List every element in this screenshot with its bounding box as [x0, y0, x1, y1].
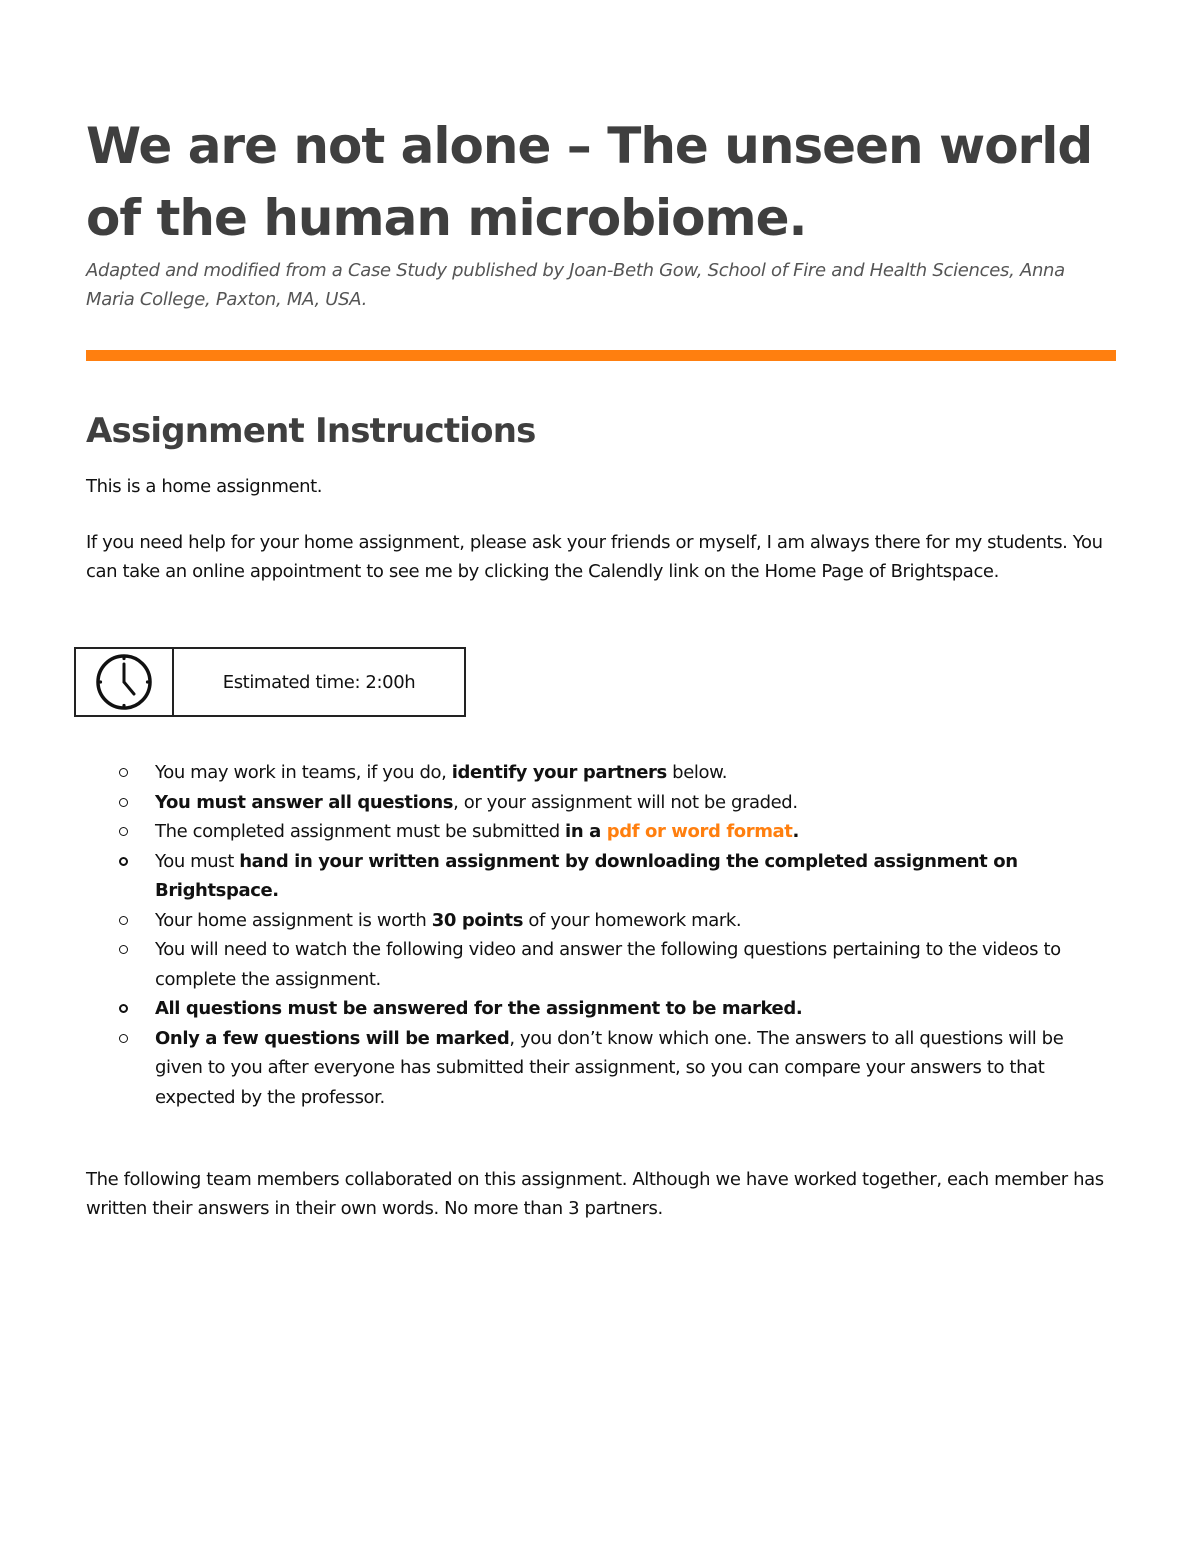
- bullet-circle-icon: [119, 768, 128, 777]
- document-subtitle: Adapted and modified from a Case Study published by Joan-Beth Gow, School of Fire and Health Sciences, Anna Maria College, Paxton, MA, USA.: [86, 260, 1065, 310]
- team-paragraph: The following team members collaborated on this assignment. Although we have worked together, each member has written their answers in their own words. No more than 3 partners.: [86, 1169, 1104, 1219]
- bullet-circle-icon: [119, 945, 128, 954]
- orange-divider: [86, 350, 1116, 361]
- estimated-time-text: Estimated time: 2:00h: [222, 671, 416, 693]
- bullet-circle-icon: [119, 1004, 128, 1013]
- clock-icon: [94, 652, 154, 712]
- list-item: The completed assignment must be submitted in a pdf or word format.: [86, 817, 1116, 847]
- intro-paragraph: This is a home assignment.: [86, 476, 323, 497]
- list-item: You will need to watch the following video and answer the following questions pertaining to the videos to complete the assignment.: [86, 935, 1116, 994]
- bullet-circle-icon: [119, 798, 128, 807]
- list-item: You must hand in your written assignment by downloading the completed assignment on Brightspace.: [86, 847, 1116, 906]
- estimated-time-box: [74, 647, 466, 717]
- document-page: [86, 110, 1116, 1219]
- bullet-circle-icon: [119, 916, 128, 925]
- bullet-circle-icon: [119, 1034, 128, 1043]
- list-item: You must answer all questions, or your assignment will not be graded.: [86, 788, 1116, 818]
- bullet-circle-icon: [119, 827, 128, 836]
- list-item: All questions must be answered for the assignment to be marked.: [86, 994, 1116, 1024]
- help-paragraph: If you need help for your home assignment, please ask your friends or myself, I am always there for my students. You can take an online appointment to see me by clicking the Calendly link on the Home Page of Brightspace.: [86, 532, 1103, 582]
- format-highlight: pdf or word format: [606, 821, 793, 842]
- instruction-list: [86, 758, 1116, 1112]
- list-item: You may work in teams, if you do, identify your partners below.: [86, 758, 1116, 788]
- list-item: Your home assignment is worth 30 points of your homework mark.: [86, 906, 1116, 936]
- section-heading: Assignment Instructions: [86, 411, 536, 451]
- bullet-circle-icon: [119, 857, 128, 866]
- list-item: Only a few questions will be marked, you don’t know which one. The answers to all questions will be given to you after everyone has submitted their assignment, so you can compare your answers to that expected by the professor.: [86, 1024, 1116, 1113]
- document-title: We are not alone – The unseen world of the human microbiome.: [86, 117, 1093, 247]
- time-icon-cell: [76, 649, 174, 715]
